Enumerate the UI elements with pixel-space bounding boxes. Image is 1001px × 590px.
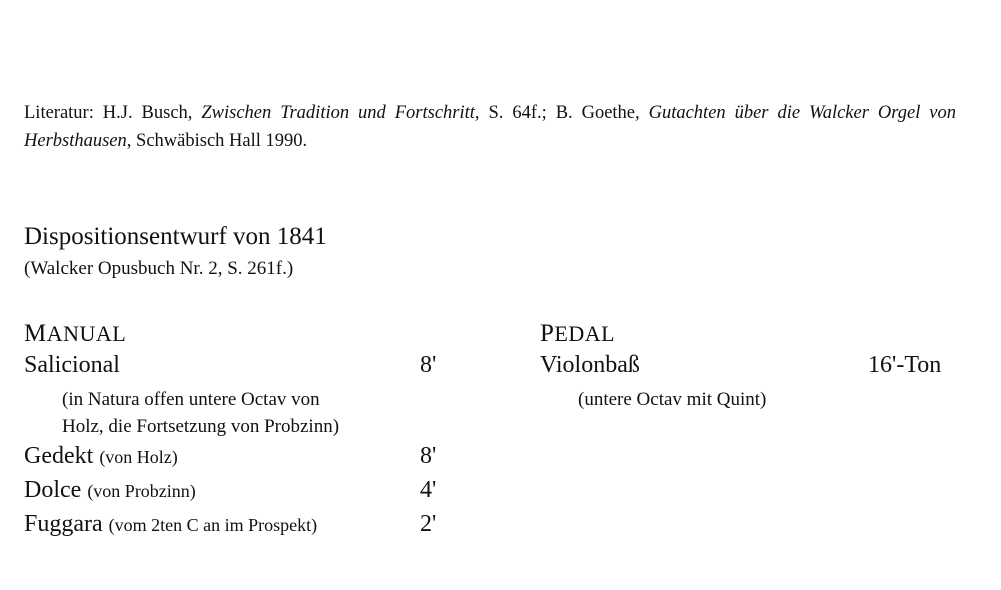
stop-fuggara [24,511,317,538]
stop-violonbass-note: (untere Octav mit Quint) [578,389,767,410]
stop-violonbass-size: 16'-Ton [868,352,942,378]
stop-fuggara-note: (vom 2ten C an im Prospekt) [108,515,318,535]
stop-salicional-note-line2: Holz, die Fortsetzung von Probzinn) [62,416,340,437]
disposition-source: (Walcker Opusbuch Nr. 2, S. 261f.) [24,258,294,279]
stop-gedekt-size: 8' [420,443,437,469]
stop-fuggara-name: Fuggara [24,511,103,537]
stop-salicional-name: Salicional [24,352,120,378]
literature-title-1: Zwischen Tradition und Fortschritt [201,103,475,123]
stop-dolce-size: 4' [420,477,437,503]
stop-dolce-note: (von Probzinn) [87,481,196,501]
stop-gedekt [24,443,178,470]
literature-text-1: H.J. Busch, [93,103,202,123]
stop-gedekt-name: Gedekt [24,443,94,469]
stop-fuggara-size: 2' [420,511,437,537]
stop-violonbass-name: Violonbaß [540,352,640,378]
stop-salicional-note-line1: (in Natura offen untere Octav von [62,389,320,410]
pedal-heading: PEDAL [540,320,616,347]
disposition-title: Dispositionsentwurf von 1841 [24,223,327,250]
stop-dolce-name: Dolce [24,477,82,503]
stop-gedekt-note: (von Holz) [99,447,178,467]
literature-title-2: Gutachten über die Walcker Orgel von Herbsthausen [24,103,956,151]
literature-label: Literatur: [24,103,94,123]
stop-dolce [24,477,196,504]
manual-heading: MANUAL [24,320,127,347]
literature-text-2: , S. 64f.; B. Goethe, [474,103,649,123]
stop-salicional-size: 8' [420,352,437,378]
literature-text-3: , Schwäbisch Hall 1990. [126,131,308,151]
literature-paragraph [24,99,956,155]
